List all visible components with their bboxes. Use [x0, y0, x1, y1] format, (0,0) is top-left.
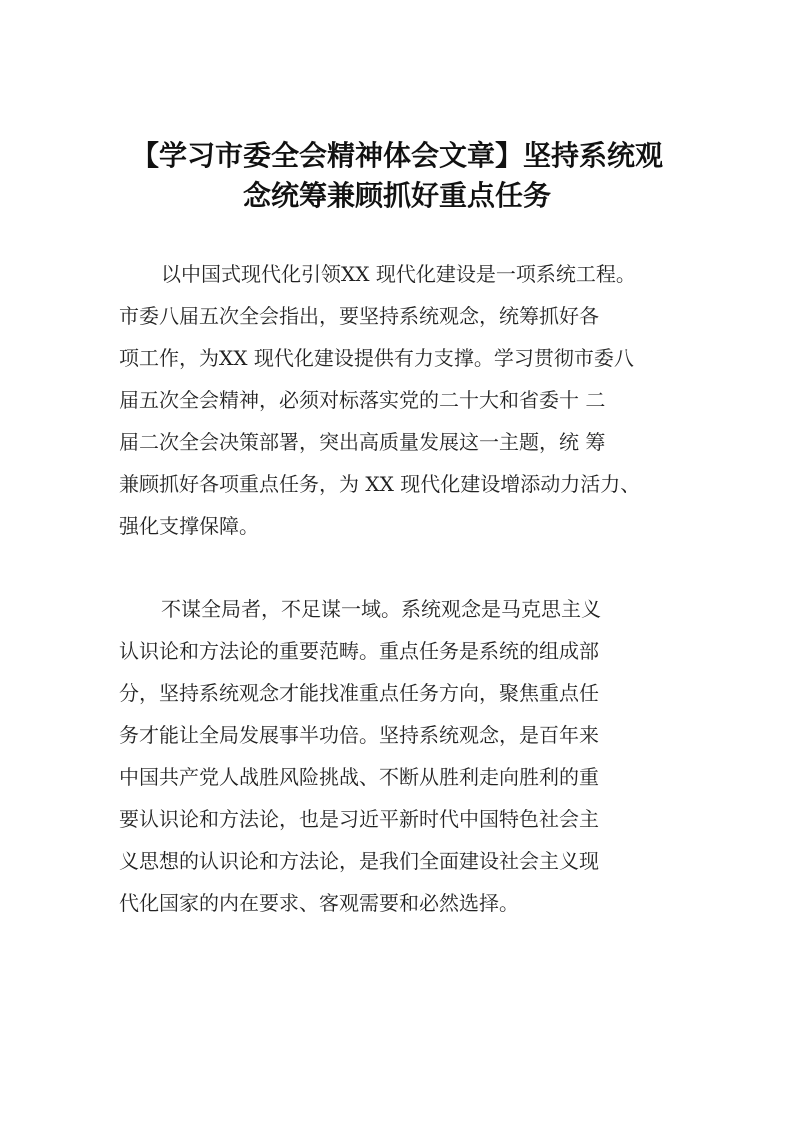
- paragraph-2-line-8: 代化国家的内在要求、客观需要和必然选择。: [119, 891, 519, 915]
- paragraph-1-line-7: 强化支撑保障。: [119, 514, 259, 538]
- title-line-2: 念统筹兼顾抓好重点任务: [242, 179, 551, 212]
- paragraph-2-line-6: 要认识论和方法论，也是习近平新时代中国特色社会主: [119, 807, 599, 831]
- paragraph-1-line-1: 以中国式现代化引领XX 现代化建设是一项系统工程。: [161, 262, 636, 286]
- paragraph-1-line-5: 届二次全会决策部署，突出高质量发展这一主题，统 筹: [119, 430, 606, 454]
- paragraph-2-line-7: 义思想的认识论和方法论，是我们全面建设社会主义现: [119, 849, 599, 873]
- paragraph-1-line-2: 市委八届五次全会指出，要坚持系统观念，统筹抓好各: [119, 304, 599, 328]
- paragraph-1-line-6: 兼顾抓好各项重点任务，为 XX 现代化建设增添动力活力、: [119, 472, 641, 496]
- paragraph-2-line-3: 分，坚持系统观念才能找准重点任务方向，聚焦重点任: [119, 681, 599, 705]
- paragraph-2-line-2: 认识论和方法论的重要范畴。重点任务是系统的组成部: [119, 639, 599, 663]
- paragraph-1-line-4: 届五次全会精神，必须对标落实党的二十大和省委十 二: [119, 388, 606, 412]
- paragraph-1-line-3: 项工作，为XX 现代化建设提供有力支撑。学习贯彻市委八: [119, 346, 634, 370]
- paragraph-2-line-1: 不谋全局者，不足谋一域。系统观念是马克思主义: [161, 597, 601, 621]
- paragraph-2-line-4: 务才能让全局发展事半功倍。坚持系统观念，是百年来: [119, 723, 599, 747]
- paragraph-2-line-5: 中国共产党人战胜风险挑战、不断从胜利走向胜利的重: [119, 765, 599, 789]
- title-line-1: 【学习市委全会精神体会文章】坚持系统观: [130, 139, 663, 172]
